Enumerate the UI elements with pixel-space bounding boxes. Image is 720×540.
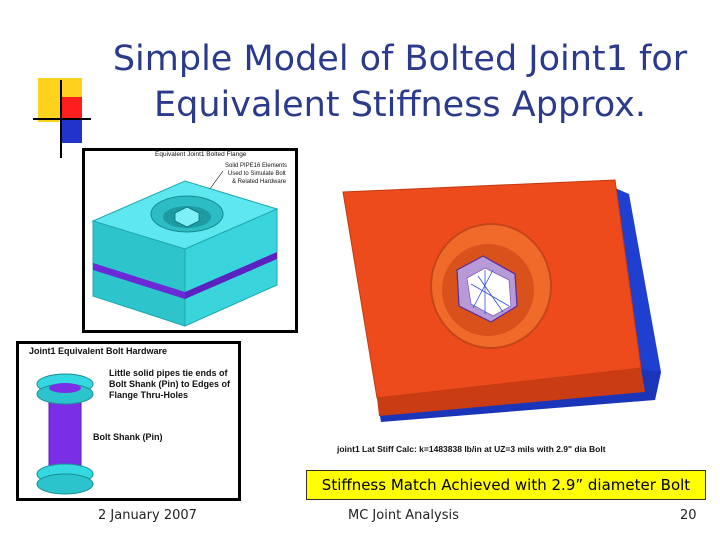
flange-model-graphic: [85, 151, 295, 330]
slide-title-line2: Equivalent Stiffness Approx.: [154, 85, 646, 125]
hardware-callout-line1: Little solid pipes tie ends of: [109, 368, 228, 378]
flange-caption: Equivalent Joint1 Bolted Flange: [155, 151, 247, 158]
slide-title-line1: Simple Model of Bolted Joint1 for: [112, 39, 688, 79]
lateral-stiffness-figure: [333, 146, 707, 460]
page-number: 20: [680, 508, 697, 523]
flange-callout-line1: Solid PIPE16 Elements: [225, 163, 288, 169]
slide-title: [95, 36, 705, 128]
hardware-caption: Joint1 Equivalent Bolt Hardware: [29, 346, 168, 356]
flange-callout-line3: & Related Hardware: [232, 179, 287, 185]
hardware-callout-line3: Flange Thru-Holes: [109, 390, 189, 400]
decor-blue-square: [60, 118, 82, 143]
bolt-hardware-figure: [16, 341, 241, 501]
flange-callout-line2: Used to Simulate Bolt: [228, 171, 286, 177]
lateral-model-graphic: [333, 146, 707, 460]
footer-date: 2 January 2007: [98, 508, 197, 523]
decor-horizontal-line: [33, 118, 91, 120]
decor-red-square: [60, 97, 82, 119]
footer-title: MC Joint Analysis: [348, 508, 459, 523]
bolt-shank-graphic: [29, 360, 101, 500]
hardware-callout-line2: Bolt Shank (Pin) to Edges of: [109, 379, 230, 389]
shank-label: Bolt Shank (Pin): [93, 432, 163, 442]
stiffness-match-note: Stiffness Match Achieved with 2.9” diameter Bolt: [306, 470, 706, 500]
lateral-caption: joint1 Lat Stiff Calc: k=1483838 lb/in at UZ=3 mils with 2.9" dia Bolt: [337, 444, 606, 454]
flange-figure: [82, 148, 298, 333]
